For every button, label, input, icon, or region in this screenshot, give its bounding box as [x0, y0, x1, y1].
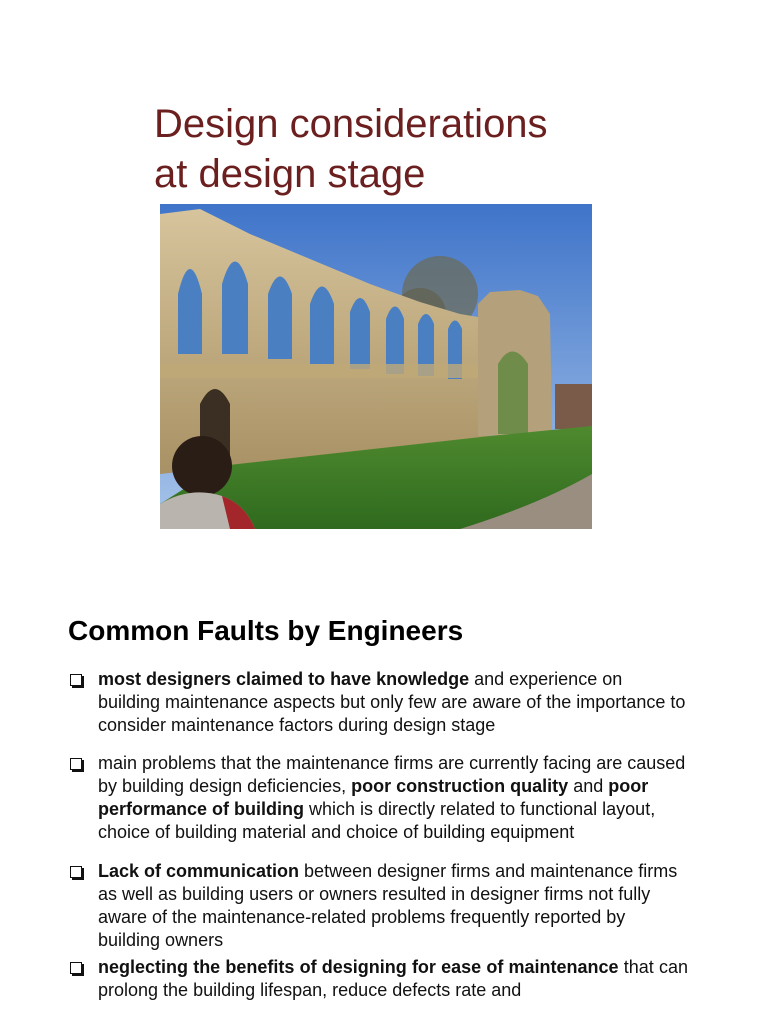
slide-title-line-2: at design stage	[154, 152, 426, 196]
bold-text: neglecting the benefits of designing for ease of maintenance	[98, 957, 619, 977]
body-text: main problems that the maintenance firms are currently facing are caused by building design deficiencies,	[98, 753, 686, 796]
checkbox-bullet-icon	[70, 962, 82, 974]
checkbox-bullet-icon	[70, 866, 82, 878]
section-heading: Common Faults by Engineers	[68, 615, 464, 646]
list-item	[68, 752, 688, 844]
body-text: which is directly related to functional layout, choice of building material and choice of building equipment	[98, 799, 656, 842]
faults-list	[68, 668, 688, 1002]
bold-text: most designers claimed to have knowledge	[98, 669, 470, 689]
list-item	[68, 668, 688, 737]
body-text: that can prolong the building lifespan, reduce defects rate and	[98, 957, 688, 1000]
list-item	[68, 956, 688, 1002]
bold-text: poor construction quality	[351, 776, 569, 796]
bold-text: Lack of communication	[98, 861, 300, 881]
body-text: between designer firms and maintenance firms as well as building users or owners resulted in designer firms not fully aware of the maintenance-related problems frequently reported by building owners	[98, 861, 678, 950]
abbey-ruins-photo	[160, 204, 592, 529]
body-text: and	[568, 776, 609, 796]
slide-title	[154, 99, 654, 199]
checkbox-bullet-icon	[70, 758, 82, 770]
checkbox-bullet-icon	[70, 674, 82, 686]
body-text: and experience on building maintenance aspects but only few are aware of the importance to consider maintenance factors during design stage	[98, 669, 686, 735]
bold-text: poor performance of building	[98, 776, 649, 819]
list-item	[68, 860, 688, 952]
slide-title-line-1: Design considerations	[154, 102, 548, 146]
